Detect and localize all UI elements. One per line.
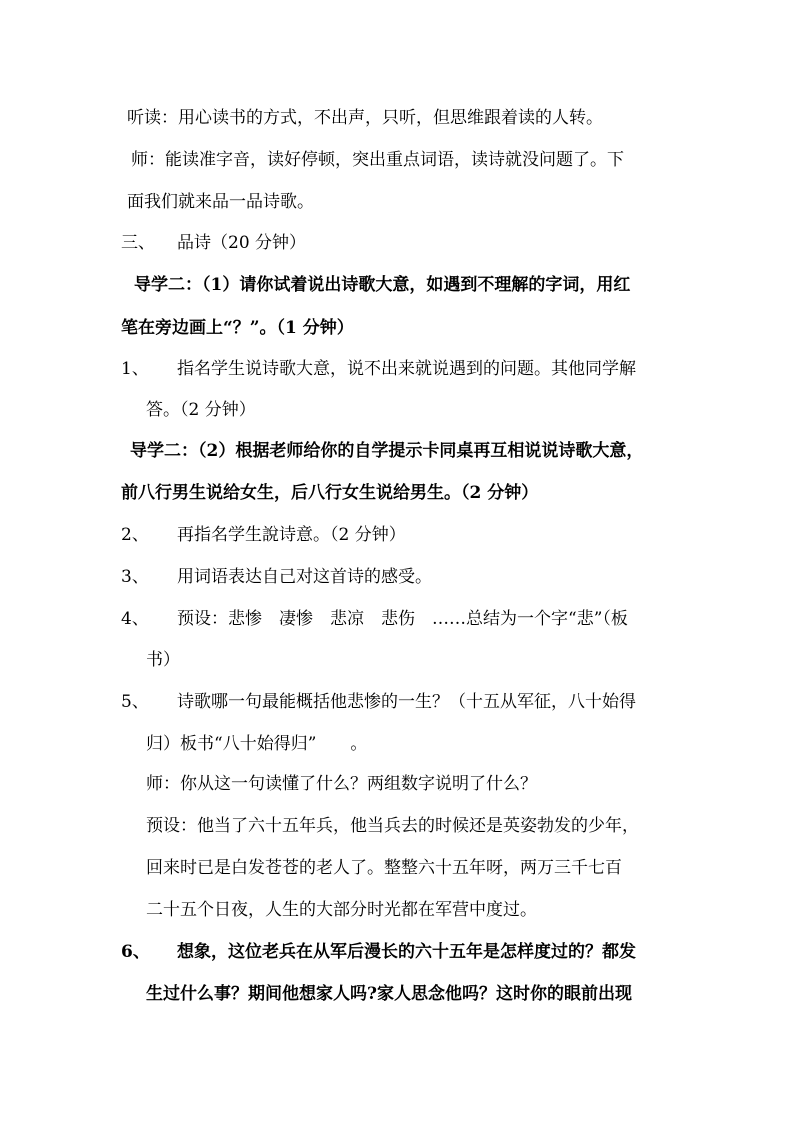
item-number: 5、: [121, 692, 149, 712]
list-item: 诗歌哪一句最能概括他悲惨的一生？（十五从军征，八十始得: [177, 692, 636, 712]
paragraph-line: 回来时已是白发苍苍的老人了。整整六十五年呀，两万三千七百: [146, 858, 622, 878]
guide-question: 导学二：（1）请你试着说出诗歌大意，如遇到不理解的字词，用红: [134, 275, 631, 295]
item-number: 3、: [121, 567, 149, 587]
section-number: 三、: [121, 233, 155, 253]
list-item: 再指名学生說诗意。（2 分钟）: [177, 525, 406, 545]
list-item: 想象，这位老兵在从军后漫长的六十五年是怎样度过的？都发: [177, 942, 636, 962]
item-number: 2、: [121, 525, 149, 545]
paragraph-line: 面我们就来品一品诗歌。: [127, 192, 314, 212]
list-item-cont: 答。（2 分钟）: [146, 400, 256, 420]
item-number: 4、: [121, 609, 149, 629]
list-item-cont: 书）: [146, 650, 180, 670]
paragraph-line: 二十五个日夜，人生的大部分时光都在军营中度过。: [146, 900, 537, 920]
item-number: 1、: [121, 359, 149, 379]
paragraph-line: 师：能读准字音，读好停顿，突出重点词语，读诗就没问题了。下: [131, 150, 624, 170]
list-item: 指名学生说诗歌大意，说不出来就说遇到的问题。其他同学解: [177, 359, 636, 379]
guide-question: 导学二：（2）根据老师给你的自学提示卡同桌再互相说说诗歌大意，: [130, 441, 644, 461]
paragraph-line: 师：你从这一句读懂了什么？两组数字说明了什么？: [146, 774, 537, 794]
section-heading: 品诗（20 分钟）: [177, 233, 307, 253]
list-item: 用词语表达自己对这首诗的感受。: [177, 567, 432, 587]
guide-question-cont: 笔在旁边画上“？”。（1 分钟）: [121, 318, 354, 338]
list-item-cont: 归）板书“八十始得归” 。: [146, 734, 368, 754]
list-item: 预设：悲惨 凄惨 悲凉 悲伤 ……总结为一个字“悲”（板: [177, 609, 628, 629]
paragraph-line: 预设：他当了六十五年兵，他当兵去的时候还是英姿勃发的少年，: [146, 816, 639, 836]
guide-question-cont: 前八行男生说给女生，后八行女生说给男生。（2 分钟）: [121, 483, 539, 503]
paragraph-line: 听读：用心读书的方式，不出声，只听，但思维跟着读的人转。: [127, 108, 603, 128]
item-number: 6、: [121, 942, 150, 962]
list-item-cont: 生过什么事？期间他想家人吗?家人思念他吗？这时你的眼前出现: [146, 984, 632, 1004]
